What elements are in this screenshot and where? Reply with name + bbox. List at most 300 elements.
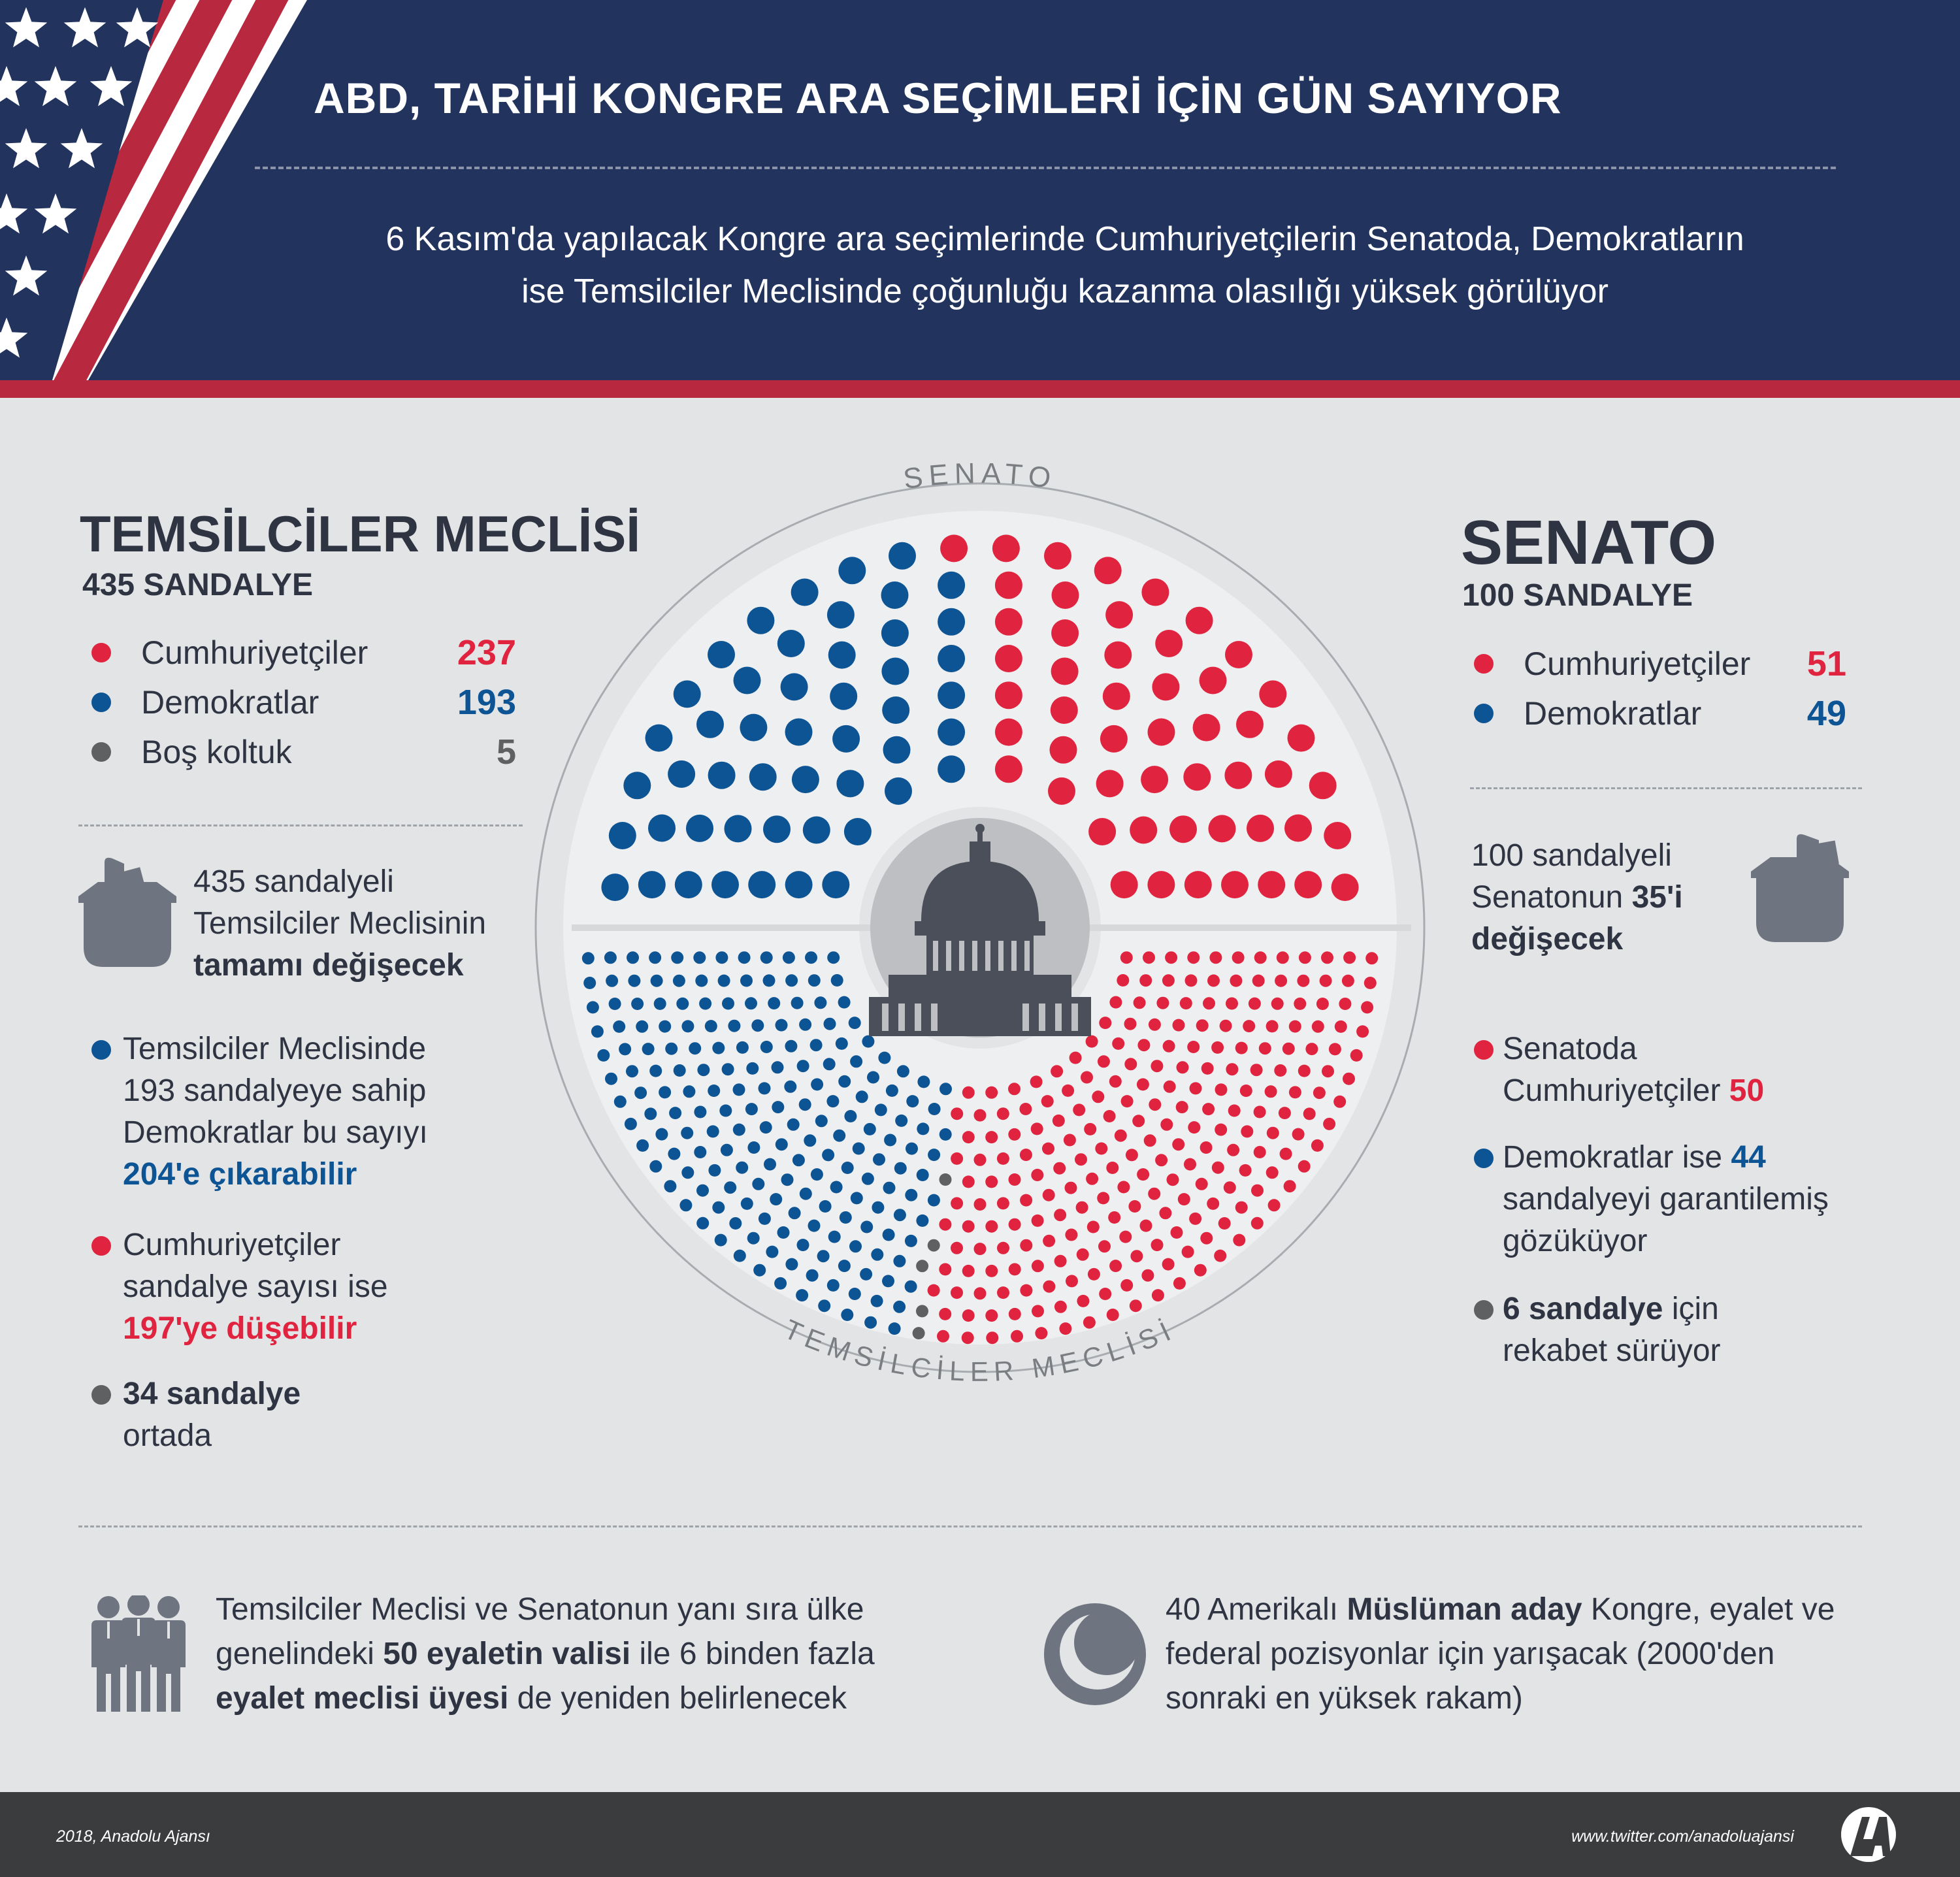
senate-seat-democrat — [648, 815, 676, 842]
house-seat-democrat — [604, 951, 617, 964]
note-fragment: 50 — [1729, 1073, 1765, 1108]
note-line — [1471, 877, 1683, 919]
house-seat-republican — [1243, 1020, 1255, 1032]
house-seat-republican — [1020, 1149, 1032, 1161]
house-seat-democrat — [655, 1128, 668, 1141]
house-seat-democrat — [893, 1301, 906, 1313]
senate-seat-democrat — [725, 815, 752, 842]
senate-legend-democrats — [1474, 694, 1846, 734]
house-seat-republican — [1172, 1138, 1184, 1151]
house-seat-democrat — [860, 1221, 873, 1233]
house-seat-republican — [1054, 1209, 1066, 1221]
note-line: Demokratlar bu sayıyı — [123, 1115, 428, 1150]
note-fragment: 35'i — [1631, 880, 1683, 915]
house-seat-republican — [1364, 977, 1377, 989]
house-seat-democrat — [747, 1232, 760, 1245]
house-seat-democrat — [799, 1019, 811, 1031]
legend-label: Cumhuriyetçiler — [1524, 645, 1751, 682]
house-seat-republican — [1009, 1173, 1021, 1186]
note-line: rekabet sürüyor — [1503, 1333, 1721, 1368]
house-seat-democrat — [669, 1107, 681, 1119]
house-seat-democrat — [614, 1096, 627, 1108]
house-seat-democrat — [824, 1018, 836, 1030]
house-seat-republican — [1189, 1213, 1201, 1225]
senate-seat-democrat — [881, 619, 909, 647]
house-seat-republican — [1088, 1268, 1100, 1281]
senate-seat-democrat — [822, 871, 849, 898]
house-seat-democrat — [694, 1146, 706, 1158]
house-seat-republican — [1032, 1260, 1044, 1272]
house-seat-republican — [1303, 1107, 1316, 1120]
house-seat-democrat — [705, 1020, 717, 1032]
house-seat-republican — [1226, 998, 1238, 1010]
house-seat-republican — [1251, 1184, 1264, 1197]
house-seat-republican — [1155, 1154, 1168, 1166]
house-seat-democrat — [766, 1246, 778, 1258]
house-seat-democrat — [897, 1065, 909, 1077]
house-seat-republican — [1350, 1049, 1363, 1062]
senate-seat-democrat — [938, 719, 965, 746]
house-seat-democrat — [928, 1194, 940, 1207]
senate-change-note — [1471, 835, 1683, 960]
house-seat-republican — [997, 1286, 1009, 1299]
legend-label: Demokratlar — [1524, 695, 1702, 732]
house-seat-democrat — [871, 1249, 883, 1261]
senate-seat-democrat — [711, 871, 739, 898]
senate-seat-democrat — [844, 818, 872, 845]
house-seat-democrat — [605, 1073, 617, 1085]
house-seat-democrat — [838, 1075, 851, 1088]
house-seat-democrat — [851, 1192, 863, 1204]
house-legend-republicans — [91, 634, 516, 673]
house-seat-republican — [937, 1330, 949, 1343]
house-seat-republican — [1119, 1231, 1132, 1243]
house-seat-republican — [1254, 1106, 1266, 1118]
house-note-tossup — [123, 1373, 301, 1457]
house-seat-republican — [1299, 951, 1311, 964]
senate-seat-republican — [1044, 542, 1071, 570]
senate-seat-republican — [1147, 871, 1175, 898]
house-seat-republican — [974, 1154, 987, 1166]
house-seat-democrat — [785, 1258, 798, 1271]
house-seat-republican — [1165, 951, 1177, 964]
house-seat-democrat — [741, 1198, 753, 1210]
blue-dot-icon — [91, 1040, 111, 1060]
senate-seat-republican — [1288, 725, 1315, 752]
house-seat-democrat — [849, 1017, 861, 1029]
house-seat-democrat — [736, 1162, 748, 1174]
house-seat-republican — [1109, 1260, 1122, 1272]
house-seat-republican — [1121, 1095, 1134, 1107]
house-seat-democrat — [729, 1217, 742, 1230]
house-seat-democrat — [856, 1090, 868, 1103]
house-seat-republican — [1032, 1215, 1044, 1227]
house-seat-democrat — [634, 1086, 647, 1099]
house-seat-democrat — [583, 977, 596, 989]
footer — [0, 1792, 1960, 1877]
house-seat-democrat — [811, 1168, 823, 1181]
house-seat-democrat — [844, 1110, 857, 1122]
house-seat-democrat — [654, 998, 666, 1010]
house-seat-republican — [1226, 1063, 1238, 1075]
house-seat-republican — [1020, 1194, 1032, 1207]
house-seat-democrat — [905, 1281, 917, 1293]
house-seat-republican — [1239, 1164, 1252, 1177]
note-line: değişecek — [1471, 922, 1624, 956]
senate-seat-republican — [1152, 673, 1179, 700]
senate-seat-republican — [1183, 763, 1211, 791]
house-seat-republican — [1266, 1020, 1279, 1032]
copyright-text: 2018, Anadolu Ajansı — [56, 1827, 210, 1846]
house-seat-democrat — [791, 997, 804, 1009]
house-seat-republican — [1009, 1308, 1021, 1320]
house-seat-republican — [1323, 1118, 1335, 1130]
house-title: TEMSİLCİLER MECLİSİ — [80, 505, 640, 563]
house-seat-republican — [1009, 1263, 1021, 1275]
house-seat-republican — [1235, 1042, 1248, 1054]
legend-label: Boş koltuk — [141, 734, 292, 770]
house-seat-republican — [1207, 975, 1220, 987]
house-seat-democrat — [759, 1213, 771, 1225]
senate-seat-democrat — [674, 680, 701, 708]
house-seat-republican — [1081, 1071, 1093, 1084]
house-seat-republican — [962, 1309, 975, 1322]
note-line: 197'ye düşebilir — [123, 1311, 357, 1346]
house-seat-republican — [1043, 1235, 1055, 1247]
house-seat-democrat — [878, 1052, 890, 1064]
house-seat-republican — [1152, 1289, 1164, 1301]
house-seat-democrat — [736, 1041, 749, 1054]
house-seat-democrat — [628, 975, 640, 987]
house-seat-republican — [1117, 1181, 1130, 1194]
house-seat-democrat — [724, 1181, 736, 1194]
senate-seat-democrat — [791, 579, 819, 606]
house-seat-republican — [1185, 974, 1198, 987]
house-seat-democrat — [883, 1182, 896, 1194]
house-seat-republican — [1277, 951, 1289, 964]
senate-seat-democrat — [828, 642, 856, 669]
house-seat-democrat — [796, 1289, 808, 1301]
senate-seat-democrat — [785, 871, 813, 898]
house-seat-democrat — [738, 951, 751, 964]
house-seat-republican — [1053, 1162, 1066, 1175]
house-seat-republican — [1289, 1020, 1301, 1033]
house-seat-democrat — [928, 1103, 941, 1115]
house-seat-republican — [1207, 1198, 1219, 1210]
senate-seat-democrat — [623, 772, 651, 799]
house-seat-republican — [1200, 1232, 1213, 1245]
house-seat-republican — [1077, 1249, 1089, 1261]
house-seat-republican — [1137, 1039, 1150, 1051]
senate-seat-republican — [1184, 871, 1212, 898]
house-seat-republican — [1073, 1103, 1085, 1116]
house-seat-republican — [1097, 1192, 1109, 1204]
house-seat-republican — [1180, 997, 1192, 1009]
house-seat-republican — [1316, 998, 1329, 1010]
house-seat-republican — [1196, 1019, 1209, 1032]
senate-seat-democrat — [708, 641, 735, 668]
senate-seat-republican — [995, 719, 1022, 746]
house-seat-republican — [1252, 975, 1265, 987]
senate-seat-republican — [1088, 818, 1116, 845]
house-seat-republican — [951, 1286, 963, 1299]
house-seat-democrat — [651, 975, 663, 987]
twitter-link[interactable]: www.twitter.com/anadoluajansi — [1571, 1827, 1794, 1846]
house-seat-republican — [1194, 1264, 1207, 1277]
house-seat-democrat — [597, 1049, 610, 1062]
house-seat-republican — [1020, 1284, 1032, 1297]
house-seat-democrat — [746, 1062, 759, 1075]
house-seat-democrat — [636, 1020, 648, 1033]
note-line — [1166, 1588, 1835, 1632]
senate-seat-democrat — [763, 815, 791, 843]
house-seat-republican — [1164, 1081, 1176, 1093]
house-seat-democrat — [939, 1128, 952, 1141]
house-seat-republican — [1115, 1130, 1127, 1142]
house-seat-republican — [1141, 1269, 1154, 1282]
senate-seat-republican — [995, 645, 1022, 672]
house-seat-republican — [1106, 1162, 1119, 1174]
house-note-republicans — [123, 1224, 388, 1350]
house-seat-democrat — [697, 1064, 710, 1076]
house-seat-republican — [1187, 951, 1200, 964]
note-line: 100 sandalyeli — [1471, 838, 1672, 873]
house-seat-republican — [1099, 1017, 1111, 1029]
note-line: gözüküyor — [1503, 1224, 1648, 1258]
house-seat-republican — [1124, 1058, 1137, 1070]
house-seat-democrat — [827, 951, 840, 964]
senate-seat-republican — [1111, 871, 1138, 898]
house-seat-republican — [1008, 1128, 1021, 1141]
house-seat-republican — [1311, 1139, 1324, 1152]
house-seat-democrat — [831, 974, 843, 987]
senate-seat-republican — [995, 681, 1022, 709]
main-title: ABD, TARİHİ KONGRE ARA SEÇİMLERİ İÇİN GÜN SAYIYOR — [314, 74, 1562, 122]
house-seat-republican — [1215, 1124, 1227, 1136]
note-fragment: Müslüman aday — [1347, 1592, 1582, 1627]
house-legend-vacant — [91, 733, 516, 772]
legend-label: Cumhuriyetçiler — [141, 634, 368, 671]
house-seat-republican — [939, 1308, 951, 1320]
house-seat-democrat — [864, 1316, 877, 1329]
house-seat-democrat — [838, 996, 851, 1009]
house-seat-democrat — [699, 998, 711, 1010]
house-seat-democrat — [659, 1086, 671, 1098]
house-seat-republican — [1241, 1125, 1253, 1137]
legend-value: 193 — [457, 683, 516, 722]
house-seat-democrat — [849, 1288, 861, 1300]
house-seat-republican — [1163, 1040, 1175, 1053]
house-seat-republican — [1108, 1211, 1120, 1224]
house-seat-republican — [1178, 1193, 1190, 1205]
house-seat-democrat — [917, 1075, 930, 1088]
house-seat-republican — [1151, 1060, 1163, 1072]
note-line — [1503, 1070, 1764, 1112]
senate-seat-democrat — [832, 725, 860, 753]
house-seat-democrat — [753, 1264, 766, 1277]
house-seat-democrat — [671, 951, 683, 964]
house-seat-democrat — [828, 1231, 841, 1243]
house-seat-republican — [1053, 1115, 1065, 1127]
blue-dot-icon — [1474, 1149, 1494, 1168]
senate-seat-democrat — [803, 817, 830, 844]
house-seat-republican — [1200, 1141, 1213, 1154]
house-seat-republican — [1065, 1182, 1077, 1194]
house-seat-republican — [1099, 1288, 1111, 1300]
house-seat-republican — [1107, 1309, 1119, 1321]
note-fragment: Kongre, eyalet ve — [1582, 1592, 1835, 1627]
house-seat-republican — [1103, 1110, 1116, 1122]
house-seat-democrat — [582, 952, 595, 964]
house-seat-republican — [1167, 1173, 1179, 1186]
senate-seat-republican — [1050, 736, 1077, 764]
house-seat-republican — [1098, 1055, 1110, 1068]
house-seat-democrat — [631, 998, 644, 1010]
senate-seat-democrat — [696, 711, 724, 738]
note-line: 34 sandalye — [123, 1377, 301, 1411]
house-seat-republican — [1070, 1052, 1082, 1064]
house-seat-democrat — [636, 1139, 649, 1152]
house-seat-democrat — [659, 1020, 671, 1033]
house-seat-democrat — [712, 1201, 725, 1214]
house-seat-republican — [1064, 1134, 1076, 1147]
house-seat-republican — [1120, 1279, 1133, 1292]
house-seat-democrat — [785, 974, 798, 987]
house-seat-democrat — [841, 1162, 854, 1174]
house-seat-republican — [939, 1218, 951, 1231]
house-seat-democrat — [806, 1269, 819, 1282]
house-seat-democrat — [774, 1277, 787, 1290]
house-seat-republican — [1066, 1275, 1078, 1287]
house-seat-republican — [1292, 1128, 1305, 1141]
house-seat-democrat — [789, 1207, 801, 1219]
house-seat-democrat — [752, 1178, 764, 1190]
senate-seat-republican — [1130, 817, 1157, 844]
house-seat-republican — [1124, 1018, 1137, 1030]
note-fragment: 44 — [1731, 1140, 1766, 1175]
house-seat-democrat — [906, 1095, 919, 1107]
note-fragment: için — [1663, 1292, 1719, 1326]
house-seat-republican — [1320, 975, 1332, 987]
house-seat-democrat — [830, 1181, 843, 1194]
house-seat-democrat — [905, 1189, 917, 1201]
house-seat-democrat — [760, 1121, 772, 1134]
house-seat-republican — [1132, 1115, 1145, 1127]
house-seat-democrat — [649, 1065, 662, 1077]
house-seat-republican — [1159, 1207, 1171, 1219]
legend-value: 5 — [496, 732, 516, 772]
house-seat-republican — [951, 1152, 963, 1165]
house-seat-democrat — [747, 1141, 760, 1154]
house-seat-republican — [1041, 1095, 1054, 1107]
house-seat-republican — [985, 1086, 998, 1099]
house-seat-democrat — [784, 1081, 796, 1093]
senate-seat-republican — [1155, 630, 1183, 657]
note-line: Temsilciler Meclisi ve Senatonun yanı sıra ülke — [216, 1592, 864, 1627]
house-seat-democrat — [838, 1260, 851, 1272]
house-seat-republican — [1156, 997, 1169, 1009]
senate-seat-republican — [1051, 696, 1078, 724]
house-seat-republican — [974, 1287, 987, 1299]
house-seat-republican — [985, 1309, 998, 1322]
house-seat-republican — [1117, 974, 1129, 987]
house-seat-democrat — [745, 997, 757, 1009]
house-seat-republican — [1051, 1065, 1063, 1077]
note-fragment: Senatonun — [1471, 880, 1632, 915]
house-seat-democrat — [864, 1123, 876, 1135]
senate-arc-label: SENATO — [901, 457, 1059, 496]
house-seat-democrat — [683, 1085, 695, 1098]
senate-seat-republican — [1224, 762, 1252, 789]
house-seat-republican — [1343, 951, 1356, 964]
house-seat-republican — [1087, 1221, 1100, 1233]
house-seat-republican — [962, 1131, 975, 1143]
senate-note-tossup — [1503, 1288, 1721, 1372]
house-seat-democrat — [718, 975, 730, 987]
house-seat-democrat — [627, 951, 639, 964]
house-seat-democrat — [840, 1211, 852, 1224]
house-seat-vacant — [916, 1305, 928, 1317]
house-seat-democrat — [722, 1063, 734, 1075]
senate-seat-democrat — [748, 871, 776, 898]
senate-seat-republican — [992, 534, 1020, 562]
house-seat-democrat — [760, 951, 773, 964]
senate-seat-republican — [940, 534, 968, 562]
house-seat-democrat — [734, 1250, 746, 1262]
house-seat-republican — [1065, 1229, 1077, 1241]
house-seat-republican — [997, 1152, 1009, 1165]
senate-seat-republican — [1309, 772, 1337, 799]
house-seat-republican — [1149, 1098, 1161, 1111]
note-line: sandalyeyi garantilemiş — [1503, 1182, 1829, 1216]
house-seat-republican — [1284, 1180, 1296, 1192]
house-seat-republican — [1297, 975, 1309, 987]
house-seat-democrat — [707, 1125, 719, 1137]
red-dot-icon — [1474, 654, 1494, 674]
house-seat-republican — [1190, 1082, 1202, 1094]
house-seat-democrat — [696, 1217, 709, 1230]
senate-seat-democrat — [881, 581, 909, 609]
house-seat-republican — [1092, 1090, 1104, 1103]
house-seat-republican — [1062, 1085, 1074, 1097]
house-seat-democrat — [808, 974, 821, 987]
house-seat-republican — [1109, 1075, 1122, 1088]
house-seat-democrat — [733, 1124, 745, 1136]
senate-seat-republican — [1141, 766, 1168, 793]
house-seat-republican — [986, 1331, 998, 1344]
house-seat-democrat — [708, 1085, 720, 1097]
house-seat-democrat — [827, 1279, 840, 1292]
subtitle-line-2: ise Temsilciler Meclisinde çoğunluğu kazanma olasılığı yüksek görülüyor — [521, 272, 1609, 310]
house-seat-republican — [1075, 1153, 1087, 1166]
house-seat-democrat — [797, 1060, 809, 1072]
house-seat-democrat — [860, 1268, 872, 1281]
house-seat-democrat — [836, 1037, 848, 1050]
legend-value: 51 — [1806, 644, 1846, 683]
house-seat-democrat — [805, 951, 817, 964]
house-seat-democrat — [814, 996, 826, 1009]
house-seat-democrat — [889, 1322, 901, 1335]
house-seat-democrat — [884, 1134, 896, 1147]
house-seat-republican — [1139, 974, 1152, 987]
house-seat-democrat — [664, 1180, 676, 1192]
house-seat-democrat — [785, 1040, 797, 1053]
house-seat-democrat — [776, 1019, 788, 1032]
house-seat-democrat — [817, 1250, 830, 1262]
house-seat-republican — [997, 1197, 1009, 1209]
house-seat-vacant — [928, 1239, 940, 1252]
note-fragment: 40 Amerikalı — [1166, 1592, 1347, 1627]
